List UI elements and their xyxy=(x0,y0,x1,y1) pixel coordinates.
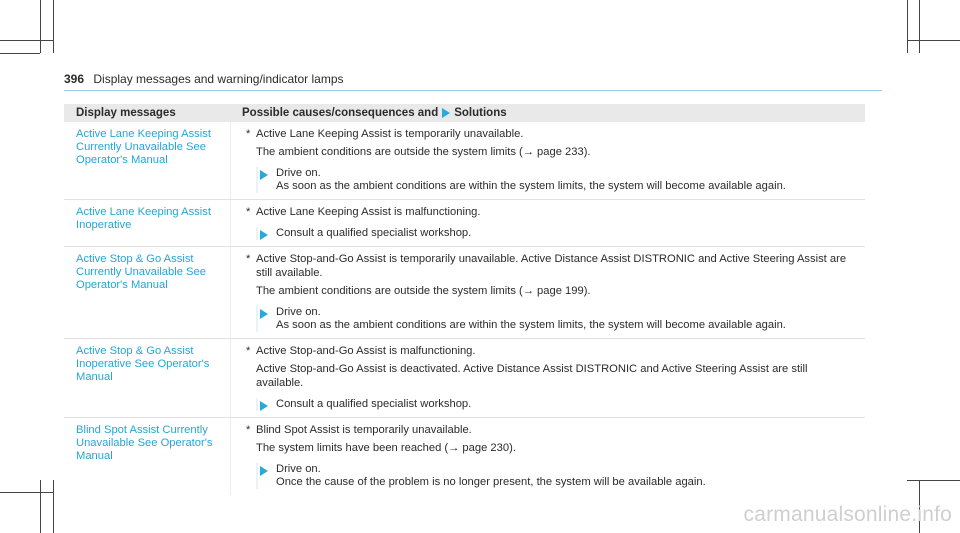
table-row xyxy=(64,339,865,418)
cause-line: * Active Stop-and-Go Assist is temporarily unavailable. Active Distance Assist DISTRONIC and Active Steering Assist are still available. xyxy=(246,253,847,279)
cause-cell xyxy=(231,247,865,338)
solution: Consult a qualified specialist workshop. xyxy=(256,398,857,411)
column-header-causes: Possible causes/consequences and Solutions xyxy=(242,107,507,119)
crop-mark xyxy=(919,0,920,53)
page-header xyxy=(64,70,882,91)
consequence-line: The ambient conditions are outside the system limits (→ page 233). xyxy=(256,146,591,158)
watermark: carmanualsonline.info xyxy=(743,503,952,526)
page-number: 396 xyxy=(64,72,85,86)
solution: Drive on. Once the cause of the problem is no longer present, the system will be available again. xyxy=(256,463,857,489)
table-row xyxy=(64,247,865,339)
crop-mark xyxy=(0,53,40,54)
cause-cell xyxy=(231,418,865,495)
column-header-messages: Display messages xyxy=(76,107,176,119)
consequence-line: Active Stop-and-Go Assist is deactivated. Active Distance Assist DISTRONIC and Active Steering Assist are still available. xyxy=(256,363,808,389)
crop-mark xyxy=(0,492,53,493)
solution-arrow-icon xyxy=(260,466,268,476)
display-message: Active Lane Keeping Assist Inoperative xyxy=(64,200,231,246)
table-header xyxy=(64,104,865,122)
solution-arrow-icon xyxy=(260,170,268,180)
crop-mark xyxy=(53,480,54,533)
display-message: Active Stop & Go Assist Inoperative See Operator's Manual xyxy=(64,339,231,417)
crop-mark xyxy=(907,40,960,41)
cause-line: * Active Lane Keeping Assist is malfunctioning. xyxy=(246,206,481,218)
display-messages-table xyxy=(64,104,865,495)
consequence-line: The system limits have been reached (→ page 230). xyxy=(256,442,516,454)
table-row xyxy=(64,122,865,200)
display-message: Active Lane Keeping Assist Currently Unavailable See Operator's Manual xyxy=(64,122,231,199)
table-row xyxy=(64,418,865,495)
solution-arrow-icon xyxy=(442,108,450,118)
page-title: Display messages and warning/indicator lamps xyxy=(93,72,344,86)
solution-arrow-icon xyxy=(260,401,268,411)
crop-mark xyxy=(907,480,960,481)
cause-cell xyxy=(231,122,865,199)
cause-cell xyxy=(231,200,865,246)
cause-line: * Active Lane Keeping Assist is temporarily unavailable. xyxy=(246,128,524,140)
solution: Consult a qualified specialist workshop. xyxy=(256,227,857,240)
solution-arrow-icon xyxy=(260,230,268,240)
cause-line: * Blind Spot Assist is temporarily unavailable. xyxy=(246,424,472,436)
cause-cell xyxy=(231,339,865,417)
crop-mark xyxy=(40,0,41,53)
display-message: Active Stop & Go Assist Currently Unavailable See Operator's Manual xyxy=(64,247,231,338)
consequence-line: The ambient conditions are outside the system limits (→ page 199). xyxy=(256,285,591,297)
cause-line: * Active Stop-and-Go Assist is malfunctioning. xyxy=(246,345,476,357)
solution: Drive on. As soon as the ambient conditions are within the system limits, the system will become available again. xyxy=(256,167,857,193)
solution: Drive on. As soon as the ambient conditions are within the system limits, the system will become available again. xyxy=(256,306,857,332)
table-row xyxy=(64,200,865,247)
solution-arrow-icon xyxy=(260,309,268,319)
crop-mark xyxy=(0,40,53,41)
crop-mark xyxy=(53,0,54,53)
crop-mark xyxy=(907,0,908,53)
display-message: Blind Spot Assist Currently Unavailable See Operator's Manual xyxy=(64,418,231,495)
crop-mark xyxy=(40,480,41,533)
